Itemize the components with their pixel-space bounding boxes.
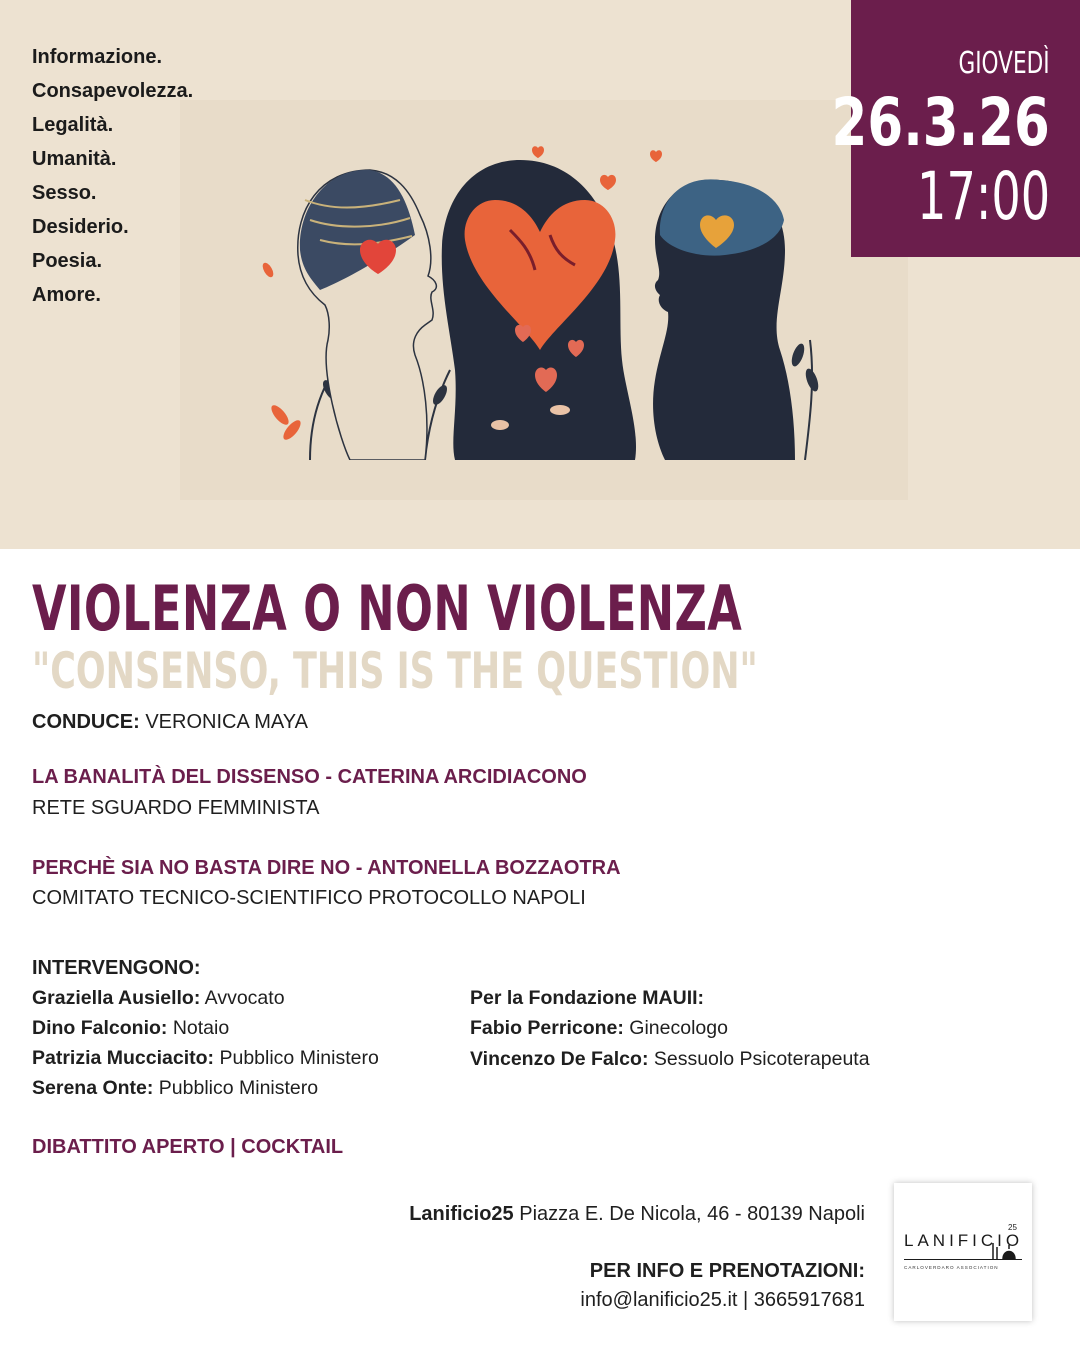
logo-text: LANIFICIO [904, 1231, 1024, 1250]
keyword-item: Consapevolezza. [32, 80, 194, 102]
extra-activities: DIBATTITO APERTO | COCKTAIL [32, 1136, 344, 1158]
left-woman-silhouette [298, 170, 437, 460]
dome-skyline-icon [989, 1233, 1025, 1259]
right-woman-silhouette [653, 179, 795, 460]
keyword-item: Poesia. [32, 250, 103, 272]
keyword-item: Informazione. [32, 46, 163, 68]
speaker-entry [32, 1047, 379, 1070]
speaker-name: Patrizia Mucciacito: [32, 1047, 215, 1069]
event-subtitle: "CONSENSO, THIS IS THE QUESTION" [32, 642, 758, 700]
conduce-name: VERONICA MAYA [139, 711, 308, 733]
talk-title: PERCHÈ SIA NO BASTA DIRE NO - ANTONELLA BOZZAOTRA [32, 857, 621, 879]
speaker-role: Notaio [167, 1017, 230, 1039]
event-time: 17:00 [916, 158, 1050, 235]
keyword-item: Umanità. [32, 148, 117, 170]
event-title: VIOLENZA O NON VIOLENZA [32, 572, 743, 645]
logo-subtext: CARLOVERDARO ASSOCIATION [904, 1265, 999, 1270]
speaker-name: Serena Onte: [32, 1077, 154, 1099]
speaker-name: Fabio Perricone: [470, 1017, 624, 1039]
speaker-role: Pubblico Ministero [153, 1077, 319, 1099]
speaker-role: Ginecologo [623, 1017, 728, 1039]
conduce-label: CONDUCE: [32, 711, 140, 733]
conduce-line [32, 711, 308, 734]
logo-divider [904, 1259, 1022, 1260]
info-heading: PER INFO E PRENOTAZIONI: [589, 1260, 865, 1282]
keyword-item: Amore. [32, 284, 101, 306]
speaker-entry [32, 1077, 318, 1100]
talk-title: LA BANALITÀ DEL DISSENSO - CATERINA ARCIDIACONO [32, 766, 587, 788]
speaker-role: Sessuolo Psicoterapeuta [648, 1048, 870, 1070]
event-date-box [831, 0, 1080, 257]
contact-info[interactable]: info@lanificio25.it | 3665917681 [580, 1289, 865, 1311]
lanificio-logo [894, 1183, 1032, 1321]
talk-affiliation: COMITATO TECNICO-SCIENTIFICO PROTOCOLLO NAPOLI [32, 887, 586, 909]
speaker-entry [470, 1017, 728, 1040]
logo-number: 25 [1008, 1223, 1017, 1232]
foundation-heading: Per la Fondazione MAUII: [470, 987, 705, 1009]
event-weekday: GIOVEDÌ [958, 46, 1050, 81]
keyword-item: Legalità. [32, 114, 114, 136]
keyword-item: Sesso. [32, 182, 97, 204]
keyword-list [32, 40, 193, 312]
speaker-entry [32, 1017, 229, 1040]
speaker-name: Vincenzo De Falco: [470, 1048, 649, 1070]
speaker-role: Avvocato [200, 987, 285, 1009]
speaker-name: Graziella Ausiello: [32, 987, 201, 1009]
speaker-name: Dino Falconio: [32, 1017, 168, 1039]
talk-affiliation: RETE SGUARDO FEMMINISTA [32, 797, 320, 819]
keyword-item: Desiderio. [32, 216, 129, 238]
speaker-role: Pubblico Ministero [214, 1047, 379, 1069]
speaker-entry [32, 987, 285, 1010]
venue-line [409, 1203, 865, 1226]
venue-address: Piazza E. De Nicola, 46 - 80139 Napoli [513, 1203, 865, 1225]
venue-name: Lanificio25 [409, 1203, 514, 1225]
event-date: 26.3.26 [831, 84, 1050, 161]
middle-woman-silhouette [442, 160, 636, 460]
speakers-heading: INTERVENGONO: [32, 957, 201, 979]
speaker-entry [470, 1048, 870, 1071]
women-silhouettes-illustration [250, 140, 830, 460]
